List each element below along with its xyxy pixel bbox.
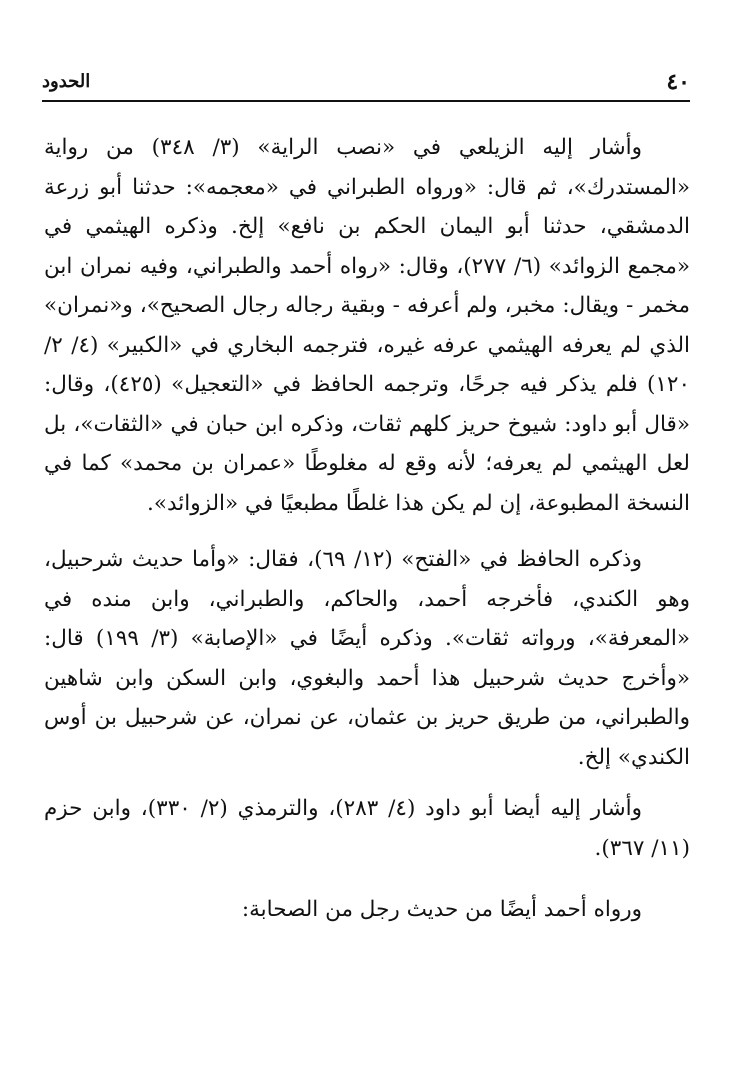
- text-line: مطبعيًا في «الزوائد».: [147, 490, 340, 516]
- running-title: الحدود: [42, 71, 91, 92]
- header-rule: [42, 100, 690, 102]
- text-line: «مجمع الزوائد» (٦/ ٢٧٧)، وقال: «رواه أحمد والطبراني، وفيه نمران: [79, 253, 690, 279]
- text-line: (١١/ ٣٦٧).: [594, 835, 690, 861]
- text-line: و«نمران» الذي لم يعرفه الهيثمي عرفه غيره، فترجمه البخاري في «الكبير»: [44, 293, 691, 358]
- page-number: ٤٠: [666, 69, 690, 95]
- body-text: [44, 128, 690, 930]
- text-line: «المعرفة»، ورواته ثقات». وذكره أيضًا في «الإصابة» (٣/ ١٩٩) قال:: [44, 626, 690, 651]
- paragraph-4: [44, 890, 690, 930]
- paragraph-3: [44, 789, 690, 868]
- paragraph-1: [44, 128, 690, 523]
- text-line: الكندي» إلخ.: [577, 744, 690, 770]
- text-line: وأشار إليه الزيلعي في «نصب الراية» (٣/ ٣٤٨) من رواية: [44, 135, 642, 160]
- text-line: حبان في «الثقات»، بل لعل الهيثمي لم يعرفه؛ لأنه وقع له مغلوطًا: [44, 411, 690, 476]
- paragraph-2: [44, 540, 690, 777]
- running-header: [42, 66, 690, 102]
- text-line: وهو الكندي، فأخرجه أحمد، والحاكم، والطبراني، وابن منده في: [44, 586, 690, 612]
- text-line: (٤٢٥)، وقال: «قال أبو داود: شيوخ حريز كلهم ثقات، وذكره ابن: [44, 372, 690, 437]
- text-line: والطبراني، من طريق حريز بن عثمان، عن نمران، عن شرحبيل بن أوس: [44, 705, 690, 730]
- text-line: وذكره الحافظ في «الفتح» (١٢/ ٦٩)، فقال: «وأما حديث شرحبيل،: [44, 547, 642, 572]
- text-line: ورواه أحمد أيضًا من حديث رجل من الصحابة:: [241, 897, 642, 922]
- text-line: «المستدرك»، ثم قال: «ورواه الطبراني في «معجمه»: حدثنا أبو زرعة: [44, 174, 690, 200]
- text-line: الدمشقي، حدثنا أبو اليمان الحكم بن نافع» إلخ. وذكره الهيثمي في: [44, 214, 690, 239]
- text-line: (٤/ ٢/ ١٢٠) فلم يذكر فيه جرحًا، وترجمه الحافظ في «التعجيل»: [44, 332, 690, 397]
- text-line: «وأخرج حديث شرحبيل هذا أحمد والبغوي، وابن السكن وابن شاهين: [44, 665, 690, 691]
- text-line: وأشار إليه أيضا أبو داود (٤/ ٢٨٣)، والترمذي (٢/ ٣٣٠)، وابن حزم: [44, 796, 642, 821]
- text-line: «عمران بن محمد» كما في النسخة المطبوعة، إن لم يكن هذا غلطًا: [44, 451, 690, 516]
- text-line: ابن مخمر - ويقال: مخبر، ولم أعرفه - وبقية رجاله رجال الصحيح»،: [44, 253, 690, 318]
